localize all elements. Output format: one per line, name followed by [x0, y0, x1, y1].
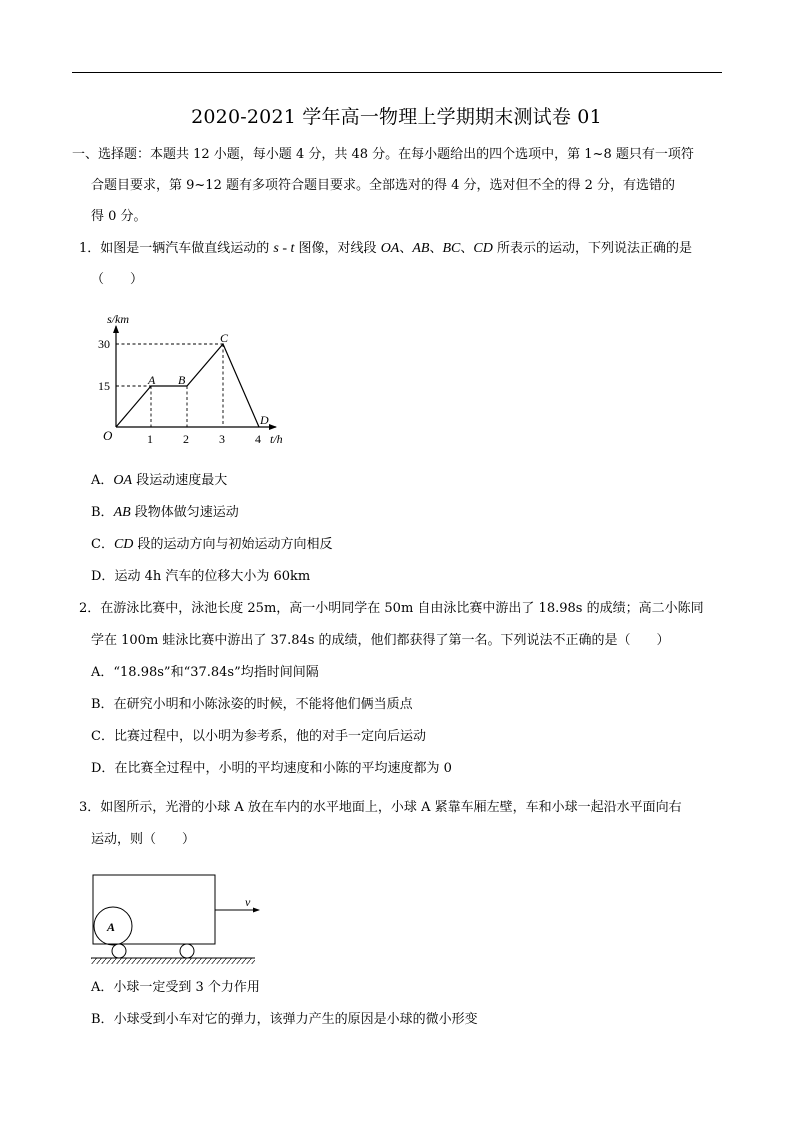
page-title: 2020-2021 学年高一物理上学期期末测试卷 01 [191, 106, 602, 128]
svg-text:v: v [245, 895, 251, 909]
question-2-stem-line-2: 学在 100m 蛙泳比赛中游出了 37.84s 的成绩，他们都获得了第一名。下列说法不正确的是（ ） [91, 633, 670, 648]
svg-text:A: A [148, 373, 156, 387]
question-2-option-d: D．在比赛全过程中，小明的平均速度和小陈的平均速度都为 0 [91, 761, 452, 776]
st-graph-figure [95, 305, 305, 455]
question-3-stem-line-1: 3．如图所示，光滑的小球 A 放在车内的水平地面上，小球 A 紧靠车厢左壁，车和小球一起沿水平面向右 [79, 800, 682, 815]
question-2-option-a: A．“18.98s”和“37.84s”均指时间间隔 [91, 665, 319, 680]
section-instructions-line-2: 合题目要求，第 9~12 题有多项符合题目要求。全部选对的得 4 分，选对但不全的得 2 分，有选错的 [91, 178, 676, 193]
question-1-option-a: A．OA 段运动速度最大 [91, 473, 228, 488]
svg-text:2: 2 [183, 432, 189, 446]
question-1-option-c: C．CD 段的运动方向与初始运动方向相反 [91, 537, 333, 552]
st-curve [116, 344, 259, 427]
question-2-stem-line-1: 2．在游泳比赛中，泳池长度 25m，高一小明同学在 50m 自由泳比赛中游出了 18.98s 的成绩；高二小陈同 [79, 601, 704, 616]
question-2-option-c: C．比赛过程中，以小明为参考系，他的对手一定向后运动 [91, 729, 426, 744]
svg-text:3: 3 [219, 432, 225, 446]
question-3-option-b: B．小球受到小车对它的弹力，该弹力产生的原因是小球的微小形变 [91, 1012, 478, 1027]
svg-text:s/km: s/km [107, 312, 129, 326]
section-instructions-line-1: 一、选择题：本题共 12 小题，每小题 4 分，共 48 分。在每小题给出的四个选项中，第 1~8 题只有一项符 [72, 147, 694, 162]
header-rule [72, 72, 722, 73]
svg-text:30: 30 [98, 337, 110, 351]
svg-text:t/h: t/h [270, 432, 283, 446]
question-3-stem-line-2: 运动，则（ ） [91, 832, 196, 847]
cart-ball-figure [85, 865, 275, 970]
question-1-answer-bracket: （ ） [91, 272, 144, 287]
svg-text:C: C [220, 331, 229, 345]
question-3-option-a: A．小球一定受到 3 个力作用 [91, 980, 260, 995]
question-1-option-b: B．AB 段物体做匀速运动 [91, 505, 239, 520]
svg-text:4: 4 [255, 432, 261, 446]
question-number: 1． [79, 241, 101, 256]
cart-wheel-right [180, 944, 194, 958]
svg-text:15: 15 [98, 379, 110, 393]
svg-text:D: D [260, 413, 269, 427]
question-1-option-d: D．运动 4h 汽车的位移大小为 60km [91, 569, 311, 584]
question-1-stem-line-1: 1．如图是一辆汽车做直线运动的 s - t 图像，对线段 OA、AB、BC、CD 所表示的运动，下列说法正确的是 [79, 241, 692, 256]
svg-text:1: 1 [147, 432, 153, 446]
svg-text:B: B [178, 373, 186, 387]
st-math: s - t [273, 241, 295, 256]
question-2-option-b: B．在研究小明和小陈泳姿的时候，不能将他们俩当质点 [91, 697, 413, 712]
svg-text:A: A [107, 920, 116, 934]
section-instructions-line-3: 得 0 分。 [91, 209, 147, 224]
svg-text:O: O [103, 428, 113, 443]
cart-wheel-left [112, 944, 126, 958]
